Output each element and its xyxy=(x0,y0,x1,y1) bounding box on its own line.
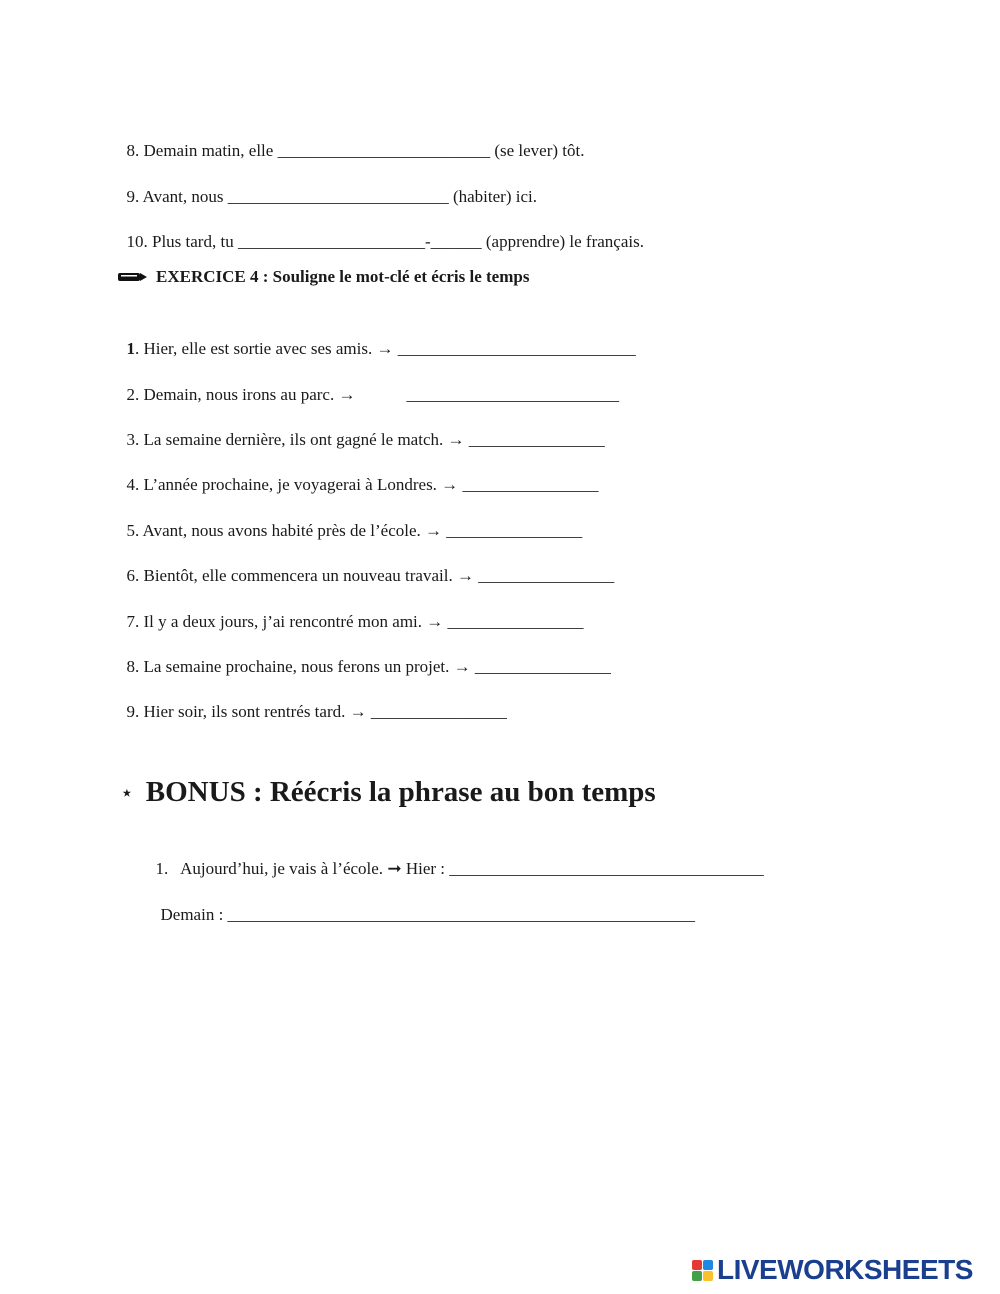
ex3-item-8-answer-blank[interactable]: _________________________ xyxy=(277,141,491,160)
ex4-item-5 xyxy=(118,498,582,542)
ex4-item-9-sentence: 9. Hier soir, ils sont rentrés tard. → xyxy=(126,702,371,721)
ex4-item-3 xyxy=(118,407,605,451)
exercise-4-title-text: EXERCICE 4 : Souligne le mot-clé et écris le temps xyxy=(156,267,530,286)
liveworksheets-logo xyxy=(692,1254,973,1286)
ex4-item-9 xyxy=(118,679,507,723)
ex4-item-6-sentence: 6. Bientôt, elle commencera un nouveau travail. → xyxy=(126,566,479,585)
star-icon: ⋆ xyxy=(120,779,134,805)
exercise-4-title xyxy=(118,267,529,287)
bonus-item-number: 1. xyxy=(155,859,169,878)
ex4-item-6-answer-blank[interactable]: ________________ xyxy=(478,566,615,585)
ex4-item-3-answer-blank[interactable]: ________________ xyxy=(468,430,605,449)
ex3-item-10 xyxy=(118,209,644,253)
demain-answer-blank[interactable]: _______________________________________________________ xyxy=(227,905,696,924)
ex4-item-8-answer-blank[interactable]: ________________ xyxy=(474,657,611,676)
ex3-item-9-text: 9. Avant, nous xyxy=(126,187,228,206)
ex4-item-7-sentence: 7. Il y a deux jours, j’ai rencontré mon ami. → xyxy=(126,612,448,631)
ex3-item-10-hint: (apprendre) le français. xyxy=(481,232,644,251)
bonus-title xyxy=(120,776,656,809)
ex4-item-6 xyxy=(118,543,614,587)
ex3-item-8 xyxy=(118,118,584,162)
ex4-item-8 xyxy=(118,634,611,678)
ex4-item-4-answer-blank[interactable]: ________________ xyxy=(462,475,599,494)
arrow-right-icon: ➞ xyxy=(387,859,402,878)
ex3-item-10-text: 10. Plus tard, tu xyxy=(126,232,238,251)
ex4-item-5-sentence: 5. Avant, nous avons habité près de l’école. → xyxy=(126,521,447,540)
ex3-item-9-hint: (habiter) ici. xyxy=(448,187,537,206)
hier-answer-blank[interactable]: _____________________________________ xyxy=(449,859,764,878)
pencil-icon xyxy=(118,271,148,283)
ex4-item-3-sentence: 3. La semaine dernière, ils ont gagné le match. → xyxy=(126,430,469,449)
ex4-item-5-answer-blank[interactable]: ________________ xyxy=(446,521,583,540)
ex4-item-1-sentence: . Hier, elle est sortie avec ses amis. → xyxy=(135,339,398,358)
ex4-item-2-sentence: 2. Demain, nous irons au parc. → xyxy=(126,385,407,404)
bonus-item-1 xyxy=(147,836,764,880)
ex3-item-8-text: 8. Demain matin, elle xyxy=(126,141,278,160)
ex3-item-9-answer-blank[interactable]: __________________________ xyxy=(227,187,449,206)
ex4-item-8-sentence: 8. La semaine prochaine, nous ferons un projet. → xyxy=(126,657,475,676)
ex4-item-1 xyxy=(118,316,636,360)
ex4-item-2-answer-blank[interactable]: _________________________ xyxy=(406,385,619,404)
bonus-demain-line xyxy=(152,882,695,926)
hier-label: Hier : xyxy=(401,859,450,878)
bonus-sentence: Aujourd’hui, je vais à l’école. xyxy=(180,859,384,878)
ex4-item-1-answer-blank[interactable]: ____________________________ xyxy=(397,339,636,358)
logo-text: LIVEWORKSHEETS xyxy=(717,1254,973,1285)
ex4-item-7-answer-blank[interactable]: ________________ xyxy=(447,612,584,631)
ex3-item-10-answer-blank[interactable]: ______________________-______ xyxy=(237,232,482,251)
bonus-title-text: BONUS : Réécris la phrase au bon temps xyxy=(145,776,656,808)
ex3-item-8-hint: (se lever) tôt. xyxy=(490,141,585,160)
ex4-item-9-answer-blank[interactable]: ________________ xyxy=(370,702,507,721)
ex3-item-9 xyxy=(118,164,537,208)
ex4-item-4-sentence: 4. L’année prochaine, je voyagerai à Londres. → xyxy=(126,475,463,494)
logo-squares-icon xyxy=(692,1260,713,1281)
ex4-item-2 xyxy=(118,362,619,406)
ex4-item-1-number: 1 xyxy=(126,339,135,358)
ex4-item-4 xyxy=(118,452,598,496)
ex4-item-7 xyxy=(118,589,584,633)
demain-label: Demain : xyxy=(160,905,228,924)
